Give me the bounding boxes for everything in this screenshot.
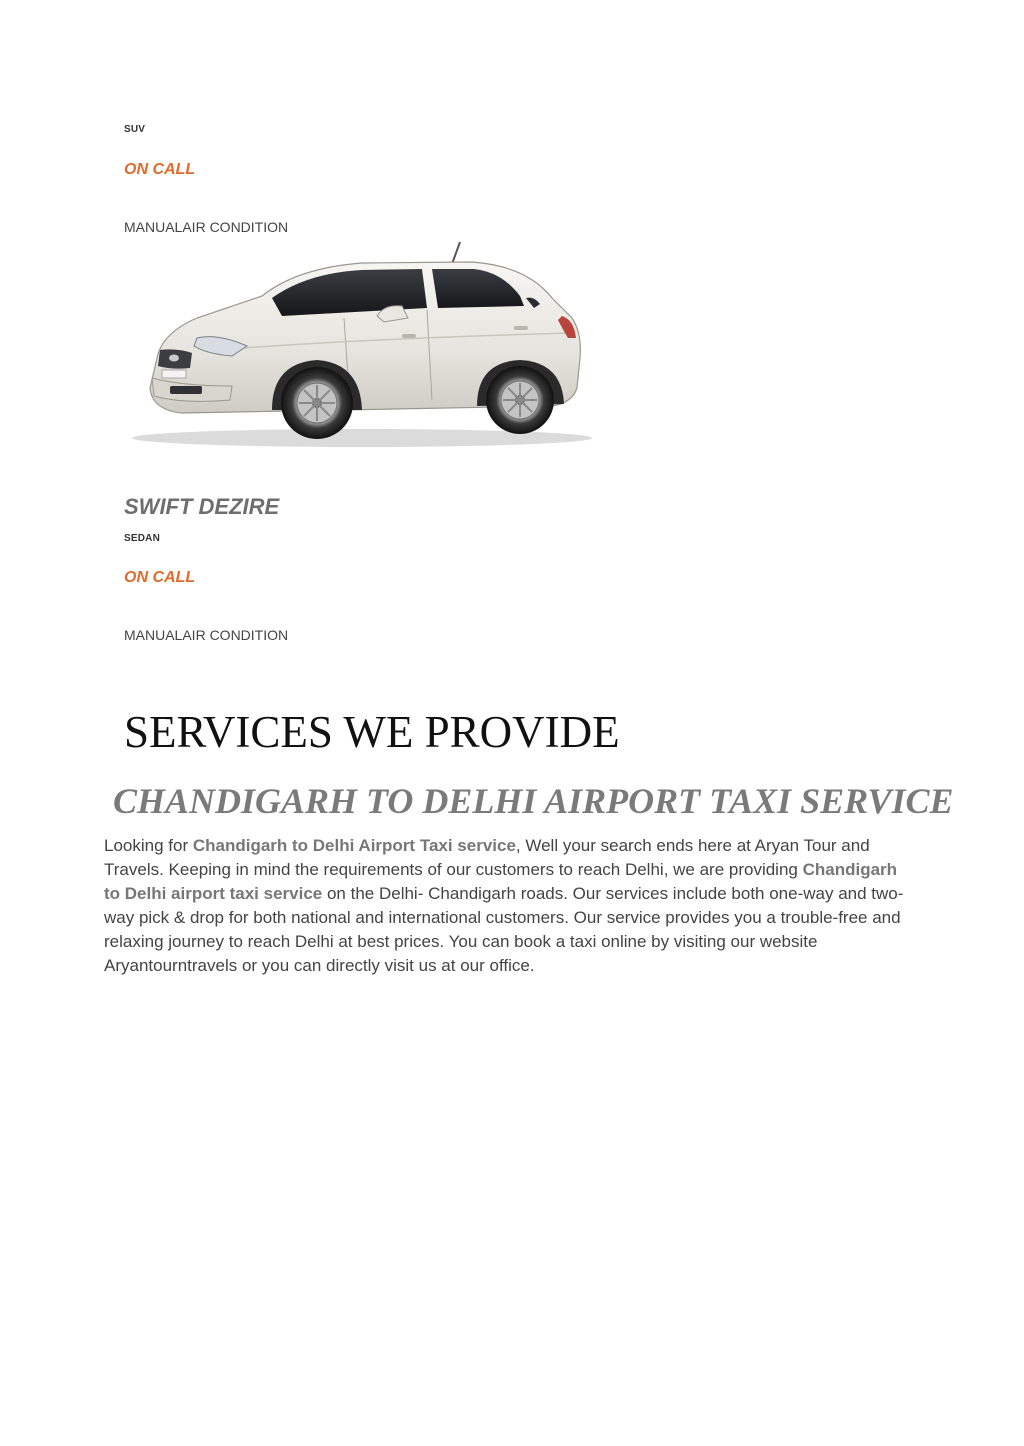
vehicle-1-features: MANUALAIR CONDITION bbox=[124, 219, 289, 235]
service-description bbox=[104, 834, 916, 978]
paragraph-link-2: Chandigarh to Delhi airport taxi service bbox=[104, 860, 898, 903]
services-title: SERVICES WE PROVIDE bbox=[124, 707, 620, 757]
paragraph-link-1: Chandigarh to Delhi Airport Taxi service bbox=[192, 836, 516, 855]
vehicle-2-category: SEDAN bbox=[124, 533, 161, 544]
vehicle-2-name: SWIFT DEZIRE bbox=[124, 494, 280, 519]
vehicle-2-availability: ON CALL bbox=[124, 569, 196, 586]
vehicle-1-availability: ON CALL bbox=[124, 161, 196, 178]
paragraph-text-1: Looking for bbox=[104, 836, 193, 855]
vehicle-2-features: MANUALAIR CONDITION bbox=[124, 627, 289, 643]
sedan-car-icon bbox=[122, 238, 592, 458]
vehicle-1-category: SUV bbox=[124, 124, 146, 135]
paragraph-text-3: on the Delhi- Chandigarh roads. Our services include both one-way and two-way pick & drop for both national and international customers. Our service provides you a trouble-free and relaxing journey to reach Delhi at best prices. You can book a taxi online by visiting our website Aryantourntravels or you can directly visit us at our office. bbox=[104, 884, 904, 975]
paragraph-text-2: , Well your search ends here at Aryan Tour and Travels. Keeping in mind the requirements of our customers to reach Delhi, we are providing bbox=[104, 836, 870, 879]
service-subtitle: CHANDIGARH TO DELHI AIRPORT TAXI SERVICE bbox=[113, 781, 954, 821]
